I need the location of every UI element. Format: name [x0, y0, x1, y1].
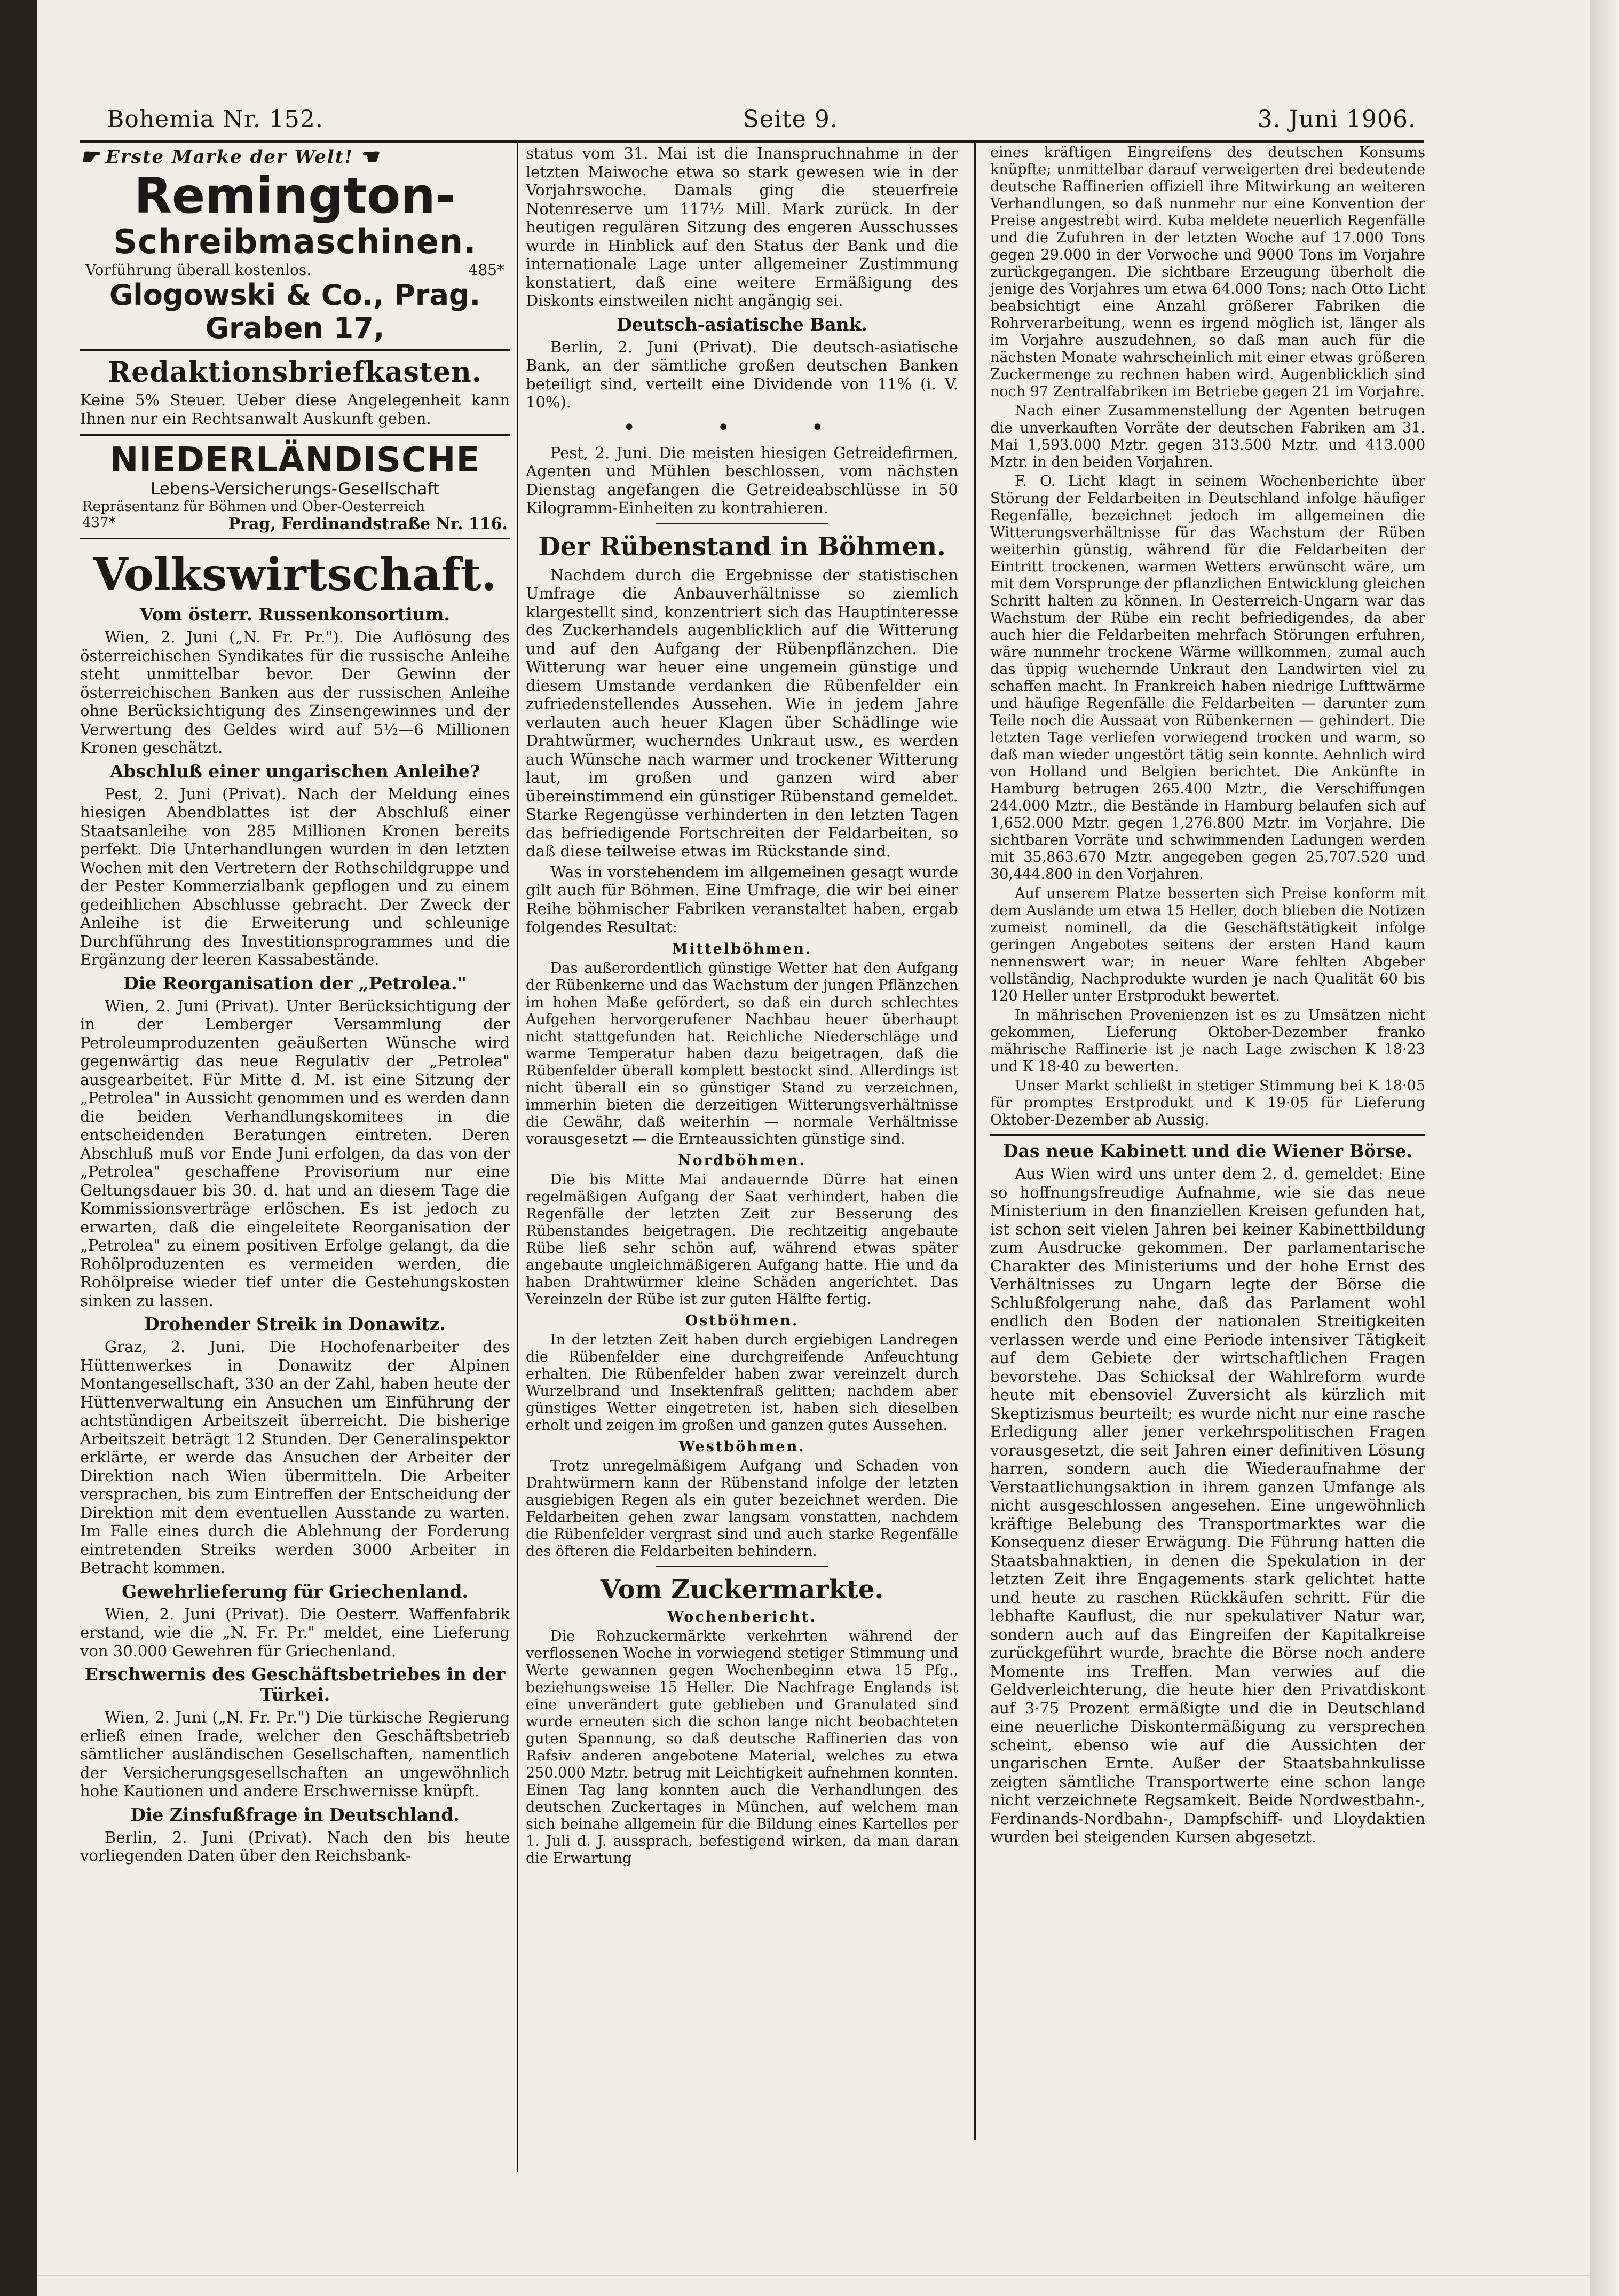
article-text: F. O. Licht klagt in seinem Wochenberichte über Störung der Feldarbeiten in Deutschland infolge häufiger Regenfälle, bezeichnet jedoch im allgemeinen die Witterungsverhältnisse für das Wachstum der Rüben weiterhin günstig, während für die Feldarbeiten der Eintritt trockenen, warmen Wetters erwünscht wäre, um mit dem Vorsprunge der pflanzlichen Entwicklung gleichen Schritt halten zu können. In Oesterreich-Ungarn war das Wachstum der Rübe ein recht befriedigendes, da aber auch hier die Feldarbeiten mehrfach Störungen erfuhren, wäre nunmehr trockene Wärme willkommen, zumal auch das üppig wuchernde Unkraut den Landwirten viel zu schaffen macht. In Frankreich haben niedrige Lufttwärme und häufige Regenfälle die Feldarbeiten — darunter zum Teile noch die Aussaat von Rübenkernen — gehindert. Die letzten Tage verliefen vorwiegend trocken und warm, so daß man wieder ungestört tätig sein konnte. Aehnlich wird von Holland und Belgien berichtet. Die Ankünfte in Hamburg betrugen 265.400 Mztr., die Verschiffungen 244.000 Mztr., die Bestände in Hamburg belaufen sich auf 1,652.000 Mztr. gegen 1,276.800 Mztr. im Vorjahre. Die sichtbaren Vorräte und schwimmenden Ladungen werden mit 35,863.670 Mztr. angegeben gegen 25,707.520 und 30,444.800 in den Vorjahren. — [990, 473, 1425, 883]
header-rule — [80, 140, 1424, 143]
article-continuation: eines kräftigen Eingreifens des deutschen Konsums knüpfte; unmittelbar darauf verweigerten drei bedeutende deutsche Raffinerien offiziell ihre Mitwirkung an weiteren Verhandlungen, so daß nunmehr nur eine Konvention der Preise angestrebt wird. Kuba meldete neuerlich Regenfälle und die Zufuhren in der letzten Woche auf 17.000 Tons gegen 29.000 in der Vorwoche und 9000 Tons im Vorjahre zurückgegangen. Die sichtbare Erzeugung überholt die jenige des Vorjahres um etwa 64.000 Tons; nach Otto Licht beabsichtigt eine Anzahl größerer Fabriken die Rohrverarbeitung, wenn es irgend möglich ist, länger als im Vorjahre auszudehnen, so daß man auch für die nächsten Monate wahrscheinlich mit einer etwas größeren Zuckermenge zu rechnen haben wird. Augenblicklich sind noch 97 Zentralfabriken im Betriebe gegen 21 im Vorjahre. — [990, 144, 1425, 400]
pointing-hand-icon: ☚ — [359, 144, 380, 169]
column-3 — [990, 144, 1425, 1849]
article-text: Pest, 2. Juni (Privat). Nach der Meldung eines hiesigen Abendblattes ist der Abschluß einer Staatsanleihe von 285 Millionen Kronen bereits perfekt. Die Unterhandlungen wurden in den letzten Wochen mit den Vertretern der Rothschildgruppe und der Pester Kommerzialbank gepflogen und zu einem gedeihlichen Abschlusse gebracht. Der Zweck der Anleihe ist die Erweiterung und schleunige Durchführung des Investitionsprogrammes und die Ergänzung der leeren Kassabestände. — [80, 784, 510, 969]
article-text: Aus Wien wird uns unter dem 2. d. gemeldet: Eine so hoffnungsfreudige Aufnahme, wie sie das neue Ministerium in den finanziellen Kreisen gefunden hat, ist schon seit vielen Jahren bei keiner Kabinettbildung zum Ausdrucke gekommen. Der parlamentarische Charakter des Ministeriums und der hohe Ernst des Verhältnisses zu Ungarn legte der Börse die Schlußfolgerung nahe, daß das Parlament wohl endlich den Boden der nationalen Streitigkeiten verlassen werde und eine Periode intensiver Tätigkeit auf dem Gebiete der wirtschaftlichen Fragen bevorstehe. Das Schicksal der Wahlreform wurde heute mit ebensoviel Zuversicht als kürzlich mit Skeptizismus beurteilt; es wurde nicht nur eine rasche Erledigung aller jener verkehrspolitischen Fragen vorausgesetzt, die seit Jahren einer definitiven Lösung harren, sondern auch die Wiederaufnahme der Verstaatlichungsaktion in ihrem ganzen Umfange als nicht ausgeschlossen angesehen. Eine ungewöhnlich kräftige Belebung des Transportmarktes war die Konsequenz dieser Erwägung. Die Führung hatten die Staatsbahnaktien, in denen die Spekulation in der letzten Zeit ihre Engagements stark gelichtet hatte und heute zu raschen Rückkäufen schritt. Für die lebhafte Kauflust, die nur spekulativer Natur war, sondern auch auf das Eingreifen der Kapitalkreise zurückgeführt wurde, brachte die Börse noch andere Momente ins Treffen. Man verwies auf die Geldverleichterung, die heute hier den Privatdiskont auf 3·75 Prozent ermäßigte und die in Deutschland eine neuerliche Diskontermäßigung zu versprechen scheint, ebenso wie auf die Aussichten der ungarischen Ernte. Außer der Staatsbahnkulisse zeigten sämtliche Transportwerte eine schon lange nicht verzeichnete Regsamkeit. Beide Nordwestbahn-, Ferdinands-Nordbahn-, Dampfschiff- und Lloydaktien wurden bei steigenden Kursen abgesetzt. — [990, 1165, 1425, 1846]
ad-subtitle: Lebens-Versicherungs-Gesellschaft — [151, 479, 439, 499]
article-text: Pest, 2. Juni. Die meisten hiesigen Getreidefirmen, Agenten und Mühlen beschlossen, vom nächsten Dienstag angefangen die Getreideabschlüsse in 50 Kilogramm-Einheiten zu kontrahieren. — [526, 443, 958, 517]
ad-tagline-text: Erste Marke der Welt! — [105, 146, 354, 168]
page-header — [107, 100, 1416, 138]
article-text: In der letzten Zeit haben durch ergiebigen Landregen die Rübenfelder eine durchgreifende Anfeuchtung erhalten. Die Rübenfelder haben zwar vereinzelt durch Wurzelbrand und Insektenfraß gelitten; nachdem aber günstiges Wetter eingetreten ist, haben sich dieselben erholt und zeigen im großen und ganzen gutes Aussehen. — [526, 1331, 958, 1434]
article-title: Gewehrlieferung für Griechenland. — [122, 1581, 468, 1602]
ad-demo-text: Vorführung überall kostenlos. — [85, 261, 312, 279]
ad-representation: Repräsentanz für Böhmen und Ober-Oesterreich — [82, 499, 425, 515]
subheading: Ostböhmen. — [685, 1312, 799, 1329]
article-text: Wien, 2. Juni (Privat). Die Oesterr. Waffenfabrik erstand, wie die „N. Fr. Pr." meldet, eine Lieferung von 30.000 Gewehren für Griechenland. — [80, 1605, 510, 1660]
separator-dots: • • • — [622, 415, 862, 440]
article-title: Der Rübenstand in Böhmen. — [538, 531, 946, 562]
ad-product: Schreibmaschinen. — [113, 222, 477, 261]
header-issue: Bohemia Nr. 152. — [107, 105, 323, 133]
article-title: Die Zinsfußfrage in Deutschland. — [130, 1804, 460, 1825]
scan-border-right — [1590, 0, 1619, 2296]
article-continuation: status vom 31. Mai ist die Inanspruchnahme in der letzten Maiwoche etwa so stark gewesen wie in der Vorjahrswoche. Damals ging die steuerfreie Notenreserve um 117½ Mill. Mark zurück. In der heutigen regulären Sitzung des engeren Ausschusses wurde in Hinblick auf den Status der Bank und die internationale Lage unter allgemeiner Zustimmung konstatiert, daß eine weitere Ermäßigung des Diskonts einstweilen nicht angängig sei. — [526, 144, 958, 310]
column-1 — [80, 144, 510, 1867]
article-text: Das außerordentlich günstige Wetter hat den Aufgang der Rübenkerne und das Wachstum der jungen Pflänzchen im hohen Maße gefördert, so daß ein durch schlechtes Aufgehen hervorgerufener Nachbau heuer überhaupt nicht stattgefunden hat. Reichliche Niederschläge und warme Temperatur haben dazu beigetragen, daß die Rübenfelder überall komplett bestockt sind. Allerdings ist nicht überall ein so günstiger Stand zu verzeichnen, immerhin bieten die derzeitigen Witterungsverhältnisse die Gewähr, daß weiterhin — normale Verhältnisse vorausgesetzt — die Ernteaussichten günstige sind. — [526, 960, 958, 1147]
article-title: Vom Zuckermarkte. — [600, 1574, 884, 1605]
article-title: Das neue Kabinett und die Wiener Börse. — [1002, 1141, 1413, 1161]
article-text: Nach einer Zusammenstellung der Agenten betrugen die unverkauften Vorräte der deutschen Fabriken am 31. Mai 1,593.000 Mztr. gegen 313.500 Mztr. und 413.000 Mztr. in den beiden Vorjahren. — [990, 403, 1425, 470]
ad-tagline — [80, 144, 510, 169]
article-text: Die bis Mitte Mai andauernde Dürre hat einen regelmäßigen Aufgang der Saat verhindert, haben die Regenfälle der letzten Zeit zur Besserung des Rübenstandes beigetragen. Die rechtzeitig angebaute Rübe ließ sehr schön auf, während etwas später angebaute ungleichmäßigeren Aufgang hatte. Hie und da haben Drahtwürmer kleine Schäden angerichtet. Das Vereinzeln der Rübe ist zur guten Hälfte fertig. — [526, 1171, 958, 1308]
column-rule-1 — [517, 143, 518, 2172]
ad-rep-line — [80, 499, 510, 515]
article-text: Trotz unregelmäßigem Aufgang und Schaden von Drahtwürmern kann der Rübenstand infolge der letzten ausgiebigen Regen als ein guter bezeichnet werden. Die Feldarbeiten gehen zwar langsam vonstatten, nachdem die Rübenfelder vergrast sind und auch starke Regenfälle des öfteren die Feldarbeiten behindern. — [526, 1457, 958, 1560]
article-text: In mährischen Provenienzen ist es zu Umsätzen nicht gekommen, Lieferung Oktober-Dezember franko mährische Raffinerie ist je nach Lage zwischen K 18·23 und K 18·40 zu bewerten. — [990, 1007, 1425, 1075]
article-text: Auf unserem Platze besserten sich Preise konform mit dem Auslande um etwa 15 Heller, doch blieben die Notizen zumeist nominell, da die Geschäftstätigkeit infolge geringen Angebotes seitens der ersten Hand kaum nennenswert war; in neuer Ware fehlten Abgeber vollständig, Nachprodukte wurden je nach Qualität 60 bis 120 Heller unter Erstprodukt bewertet. — [990, 885, 1425, 1004]
redaktion-box — [80, 356, 510, 436]
article-title: Drohender Streik in Donawitz. — [144, 1314, 446, 1334]
article-text: Wien, 2. Juni („N. Fr. Pr."). Die Auflösung des österreichischen Syndikates für die russische Anleihe steht unmittelbar bevor. Der Gewinn der österreichischen Banken aus der russischen Anleihe ohne Berücksichtigung des Zinsengewinnes und der Verwertung des Geldes wird auf 5½—6 Millionen Kronen geschätzt. — [80, 628, 510, 757]
subheading: Nordböhmen. — [677, 1152, 807, 1169]
ad-address: Prag, Ferdinandstraße Nr. 116. — [228, 515, 508, 533]
article-text: Wien, 2. Juni (Privat). Unter Berücksichtigung der in der Lemberger Versammlung der Petroleumproduzenten geäußerten Wünsche wird gegenwärtig das neue Regulativ der „Petrolea" ausgearbeitet. Für Mitte d. M. ist eine Sitzung der „Petrolea" in Aussicht genommen und es werden dann die beiden Verhandlungskomitees in die entscheidenden Beratungen eintreten. Deren Abschluß muß vor Ende Juni erfolgen, da das von der „Petrolea" geschaffene Provisorium nur eine Geltungsdauer bis 30. d. hat und an diesem Tage die Kommissionsverträge erlöschen. Es ist jedoch zu erwarten, daß die eingeleitete Reorganisation der „Petrolea" zu einem positiven Erfolge gelangt, da die Rohölproduzenten es vermeiden werden, die Rohölpreise wieder tief unter die Gestehungskosten sinken zu lassen. — [80, 996, 510, 1310]
article-title: Die Reorganisation der „Petrolea." — [123, 972, 467, 994]
ad-remington — [80, 144, 510, 351]
scan-border-left — [0, 0, 37, 2296]
ad-firm: Glogowski & Co., Prag. Graben 17, — [109, 278, 481, 345]
article-title: Vom österr. Russenkonsortium. — [139, 604, 451, 625]
section-title: Volkswirtschaft. — [93, 548, 497, 601]
article-text: Nachdem durch die Ergebnisse der statistischen Umfrage die Anbauverhältnisse so ziemlich klargestellt sind, konzentriert sich das Hauptinteresse des Zuckerhandels augenblicklich auf die Witterung und auf den Aufgang der Rübenpflänzchen. Die Witterung war heuer eine ungemein günstige und diesem Umstande verdanken die Rübenfelder ein zufriedenstellendes Aussehen. Wie in jedem Jahre verlauten auch heuer Klagen über Schädlinge wie Drahtwürmer, wucherndes Unkraut usw., es werden auch Wünsche nach warmer und trockener Witterung laut, im großen und ganzen wird aber übereinstimmend ein günstiger Rübenstand gemeldet. Starke Regengüsse verhinderten in den letzten Tagen das befriedigende Fortschreiten der Feldarbeiten, so daß diese teilweise etwas im Rückstande sind. — [526, 565, 958, 860]
ad-address-line — [80, 515, 510, 533]
ad-brand: Remington- — [134, 167, 456, 224]
article-title: Erschwernis des Geschäftsbetriebes in der Türkei. — [84, 1664, 506, 1705]
article-title: Deutsch-asiatische Bank. — [617, 313, 867, 335]
header-page-number: Seite 9. — [743, 105, 838, 133]
divider — [656, 523, 828, 524]
ad-brand: NIEDERLÄNDISCHE — [109, 441, 480, 480]
divider — [990, 1134, 1425, 1136]
column-2 — [526, 144, 958, 1869]
ad-number: 485* — [468, 261, 504, 279]
article-text: Berlin, 2. Juni (Privat). Nach den bis heute vorliegenden Daten über den Reichsbank- — [80, 1828, 510, 1865]
column-rule-2 — [974, 143, 976, 2140]
redaktion-title: Redaktionsbriefkasten. — [108, 356, 482, 389]
subheading: Mittelböhmen. — [672, 940, 812, 957]
divider — [656, 1566, 828, 1567]
article-text: Wien, 2. Juni („N. Fr. Pr.") Die türkische Regierung erließ einen Irade, welcher den Geschäftsbetrieb sämtlicher ausländischen Gesellschaften, namentlich der Versicherungsgesellschaften an ungewöhnlich hohe Kautionen und andere Erschwernisse knüpft. — [80, 1708, 510, 1800]
ad-niederlaendische — [80, 441, 510, 539]
ad-number: 437* — [82, 515, 116, 531]
article-text: Berlin, 2. Juni (Privat). Die deutsch-asiatische Bank, an der sämtliche großen deutschen Banken beteiligt sind, verteilt eine Dividende von 11% (i. V. 10%). — [526, 337, 958, 411]
subheading: Wochenbericht. — [667, 1608, 817, 1625]
scan-bottom-edge — [37, 2275, 1590, 2276]
header-date: 3. Juni 1906. — [1257, 105, 1416, 133]
article-text: Graz, 2. Juni. Die Hochofenarbeiter des Hüttenwerkes in Donawitz der Alpinen Montangesellschaft, 330 an der Zahl, haben heute der Hüttenverwaltung ein Ansuchen um Einführung der achtstündigen Arbeitszeit überreicht. Die bisherige Arbeitszeit beträgt 12 Stunden. Der Generalinspektor erklärte, er werde das Ansuchen der Arbeiter der Direktion nach Wien übermitteln. Die Arbeiter versprachen, bis zum Eintreffen der Entscheidung der Direktion mit dem eventuellen Ausstande zu warten. Im Falle eines durch die Ablehnung der Forderung eintretenden Streiks werden 3000 Arbeiter in Betracht kommen. — [80, 1338, 510, 1577]
article-text: Unser Markt schließt in stetiger Stimmung bei K 18·05 für promptes Erstprodukt und K 19·05 für Lieferung Oktober-Dezember ab Aussig. — [990, 1078, 1425, 1128]
pointing-hand-icon: ☛ — [80, 144, 100, 169]
ad-demo-line — [80, 261, 510, 279]
article-text: Die Rohzuckermärkte verkehrten während der verflossenen Woche in vorwiegend stetiger Stimmung und Werte gewannen gegen Wochenbeginn etwa 15 Pfg., beziehungsweise 15 Heller. Die Nachfrage Englands ist eine unverändert gute geblieben und Granulated sind wurde erneuten sich die schon lange nicht beobachteten guten Spannung, so daß deutsche Raffinerien das von Rafsiv anderen angebotene Material, welches zu etwa 250.000 Mztr. betrug mit Leichtigkeit aufnehmen konnten. Einen Tag lang konnten auch die Verhandlungen des deutschen Zuckertages in München, auf welchem man sich beinahe allgemein für die Bildung eines Kartelles per 1. Juli d. J. aussprach, befestigend wirken, da man daran die Erwartung — [526, 1627, 958, 1867]
subheading: Westböhmen. — [678, 1438, 805, 1455]
article-title: Abschluß einer ungarischen Anleihe? — [109, 760, 480, 782]
article-text: Was in vorstehendem im allgemeinen gesagt wurde gilt auch für Böhmen. Eine Umfrage, die wir bei einer Reihe böhmischer Fabriken veranstaltet haben, ergab folgendes Resultat: — [526, 862, 958, 936]
redaktion-text: Keine 5% Steuer. Ueber diese Angelegenheit kann Ihnen nur ein Rechtsanwalt Auskunft geben. — [80, 391, 510, 428]
